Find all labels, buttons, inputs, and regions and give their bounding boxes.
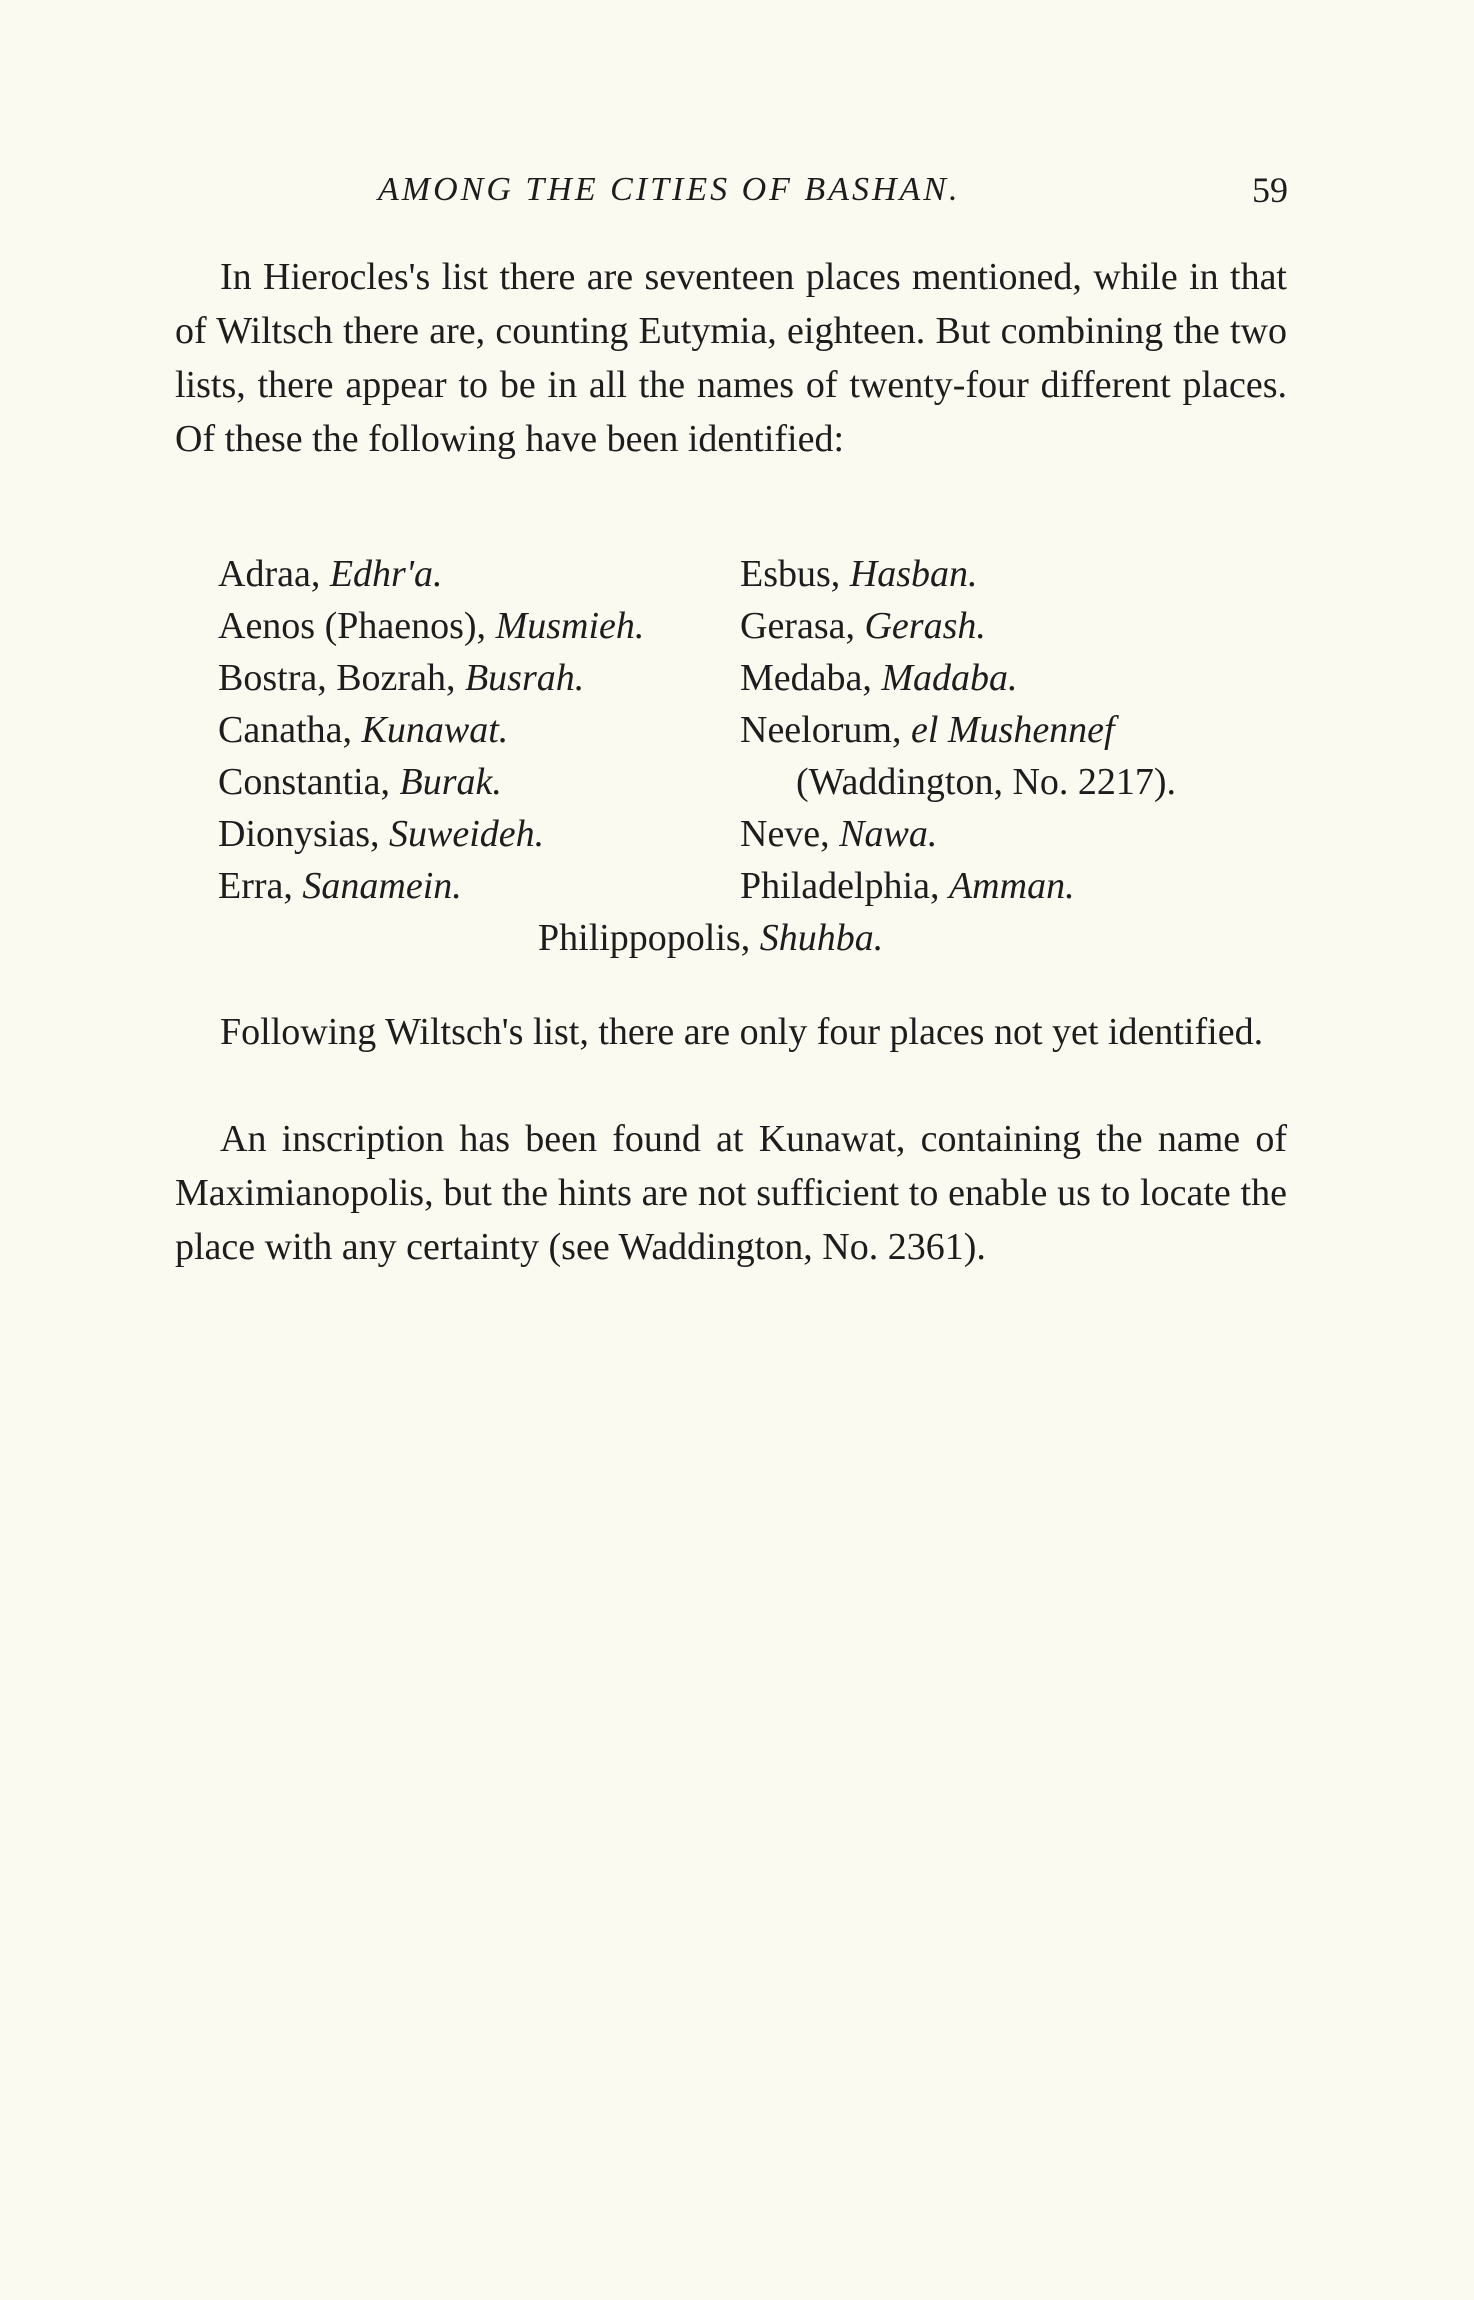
place-entry-centered bbox=[538, 912, 883, 964]
modern-name: Burak. bbox=[399, 761, 502, 803]
place-entry bbox=[218, 652, 738, 704]
ancient-name: Esbus, bbox=[740, 553, 850, 595]
place-entry bbox=[740, 652, 1300, 704]
modern-name: Shuhba. bbox=[759, 917, 884, 959]
place-entry bbox=[740, 548, 1300, 600]
ancient-name: Dionysias, bbox=[218, 813, 389, 855]
modern-name: Musmieh. bbox=[495, 605, 645, 647]
places-right-column bbox=[740, 548, 1300, 912]
ancient-name: Bostra, Bozrah, bbox=[218, 657, 465, 699]
following-paragraph: Following Wiltsch's list, there are only four places not yet identified. bbox=[220, 1011, 1264, 1053]
inscription-paragraph: An inscription has been found at Kunawat, containing the name of Maximianopolis, but the hints are not sufficient to enable us to locate the place with any certainty (see Waddington, No. 2361). bbox=[175, 1118, 1287, 1268]
running-head bbox=[218, 165, 1288, 215]
modern-name: Edhr'a. bbox=[329, 553, 443, 595]
ancient-name: Canatha, bbox=[218, 709, 362, 751]
place-entry bbox=[218, 548, 738, 600]
ancient-name: Philadelphia, bbox=[740, 865, 949, 907]
modern-name: Amman. bbox=[948, 865, 1075, 907]
modern-name: Sanamein. bbox=[302, 865, 462, 907]
place-note: (Waddington, No. 2217). bbox=[796, 761, 1177, 803]
modern-name: Hasban. bbox=[849, 553, 978, 595]
modern-name: el Mushennef bbox=[910, 709, 1115, 751]
place-entry bbox=[218, 704, 738, 756]
place-entry bbox=[218, 808, 738, 860]
modern-name: Suweideh. bbox=[389, 813, 545, 855]
page-number: 59 bbox=[1252, 170, 1288, 210]
ancient-name: Neve, bbox=[740, 813, 840, 855]
running-title: AMONG THE CITIES OF BASHAN. bbox=[378, 171, 961, 208]
modern-name: Busrah. bbox=[464, 657, 585, 699]
ancient-name: Adraa, bbox=[218, 553, 330, 595]
modern-name: Kunawat. bbox=[361, 709, 509, 751]
ancient-name: Medaba, bbox=[740, 657, 882, 699]
modern-name: Madaba. bbox=[881, 657, 1018, 699]
place-entry bbox=[218, 600, 738, 652]
ancient-name: Philippopolis, bbox=[538, 917, 760, 959]
place-entry bbox=[218, 860, 738, 912]
place-entry bbox=[740, 704, 1300, 756]
ancient-name: Erra, bbox=[218, 865, 303, 907]
place-entry bbox=[740, 860, 1300, 912]
ancient-name: Constantia, bbox=[218, 761, 400, 803]
place-entry bbox=[218, 756, 738, 808]
places-left-column bbox=[218, 548, 738, 912]
ancient-name: Neelorum, bbox=[740, 709, 911, 751]
modern-name: Gerash. bbox=[864, 605, 986, 647]
ancient-name: Gerasa, bbox=[740, 605, 865, 647]
modern-name: Nawa. bbox=[839, 813, 938, 855]
place-entry bbox=[740, 600, 1300, 652]
ancient-name: Aenos (Phaenos), bbox=[218, 605, 496, 647]
place-entry bbox=[740, 808, 1300, 860]
intro-paragraph: In Hierocles's list there are seventeen places mentioned, while in that of Wiltsch there are, counting Eutymia, eighteen. But combining the two lists, there appear to be in all the names of twenty-four different places. Of these the following have been identified: bbox=[175, 256, 1287, 460]
